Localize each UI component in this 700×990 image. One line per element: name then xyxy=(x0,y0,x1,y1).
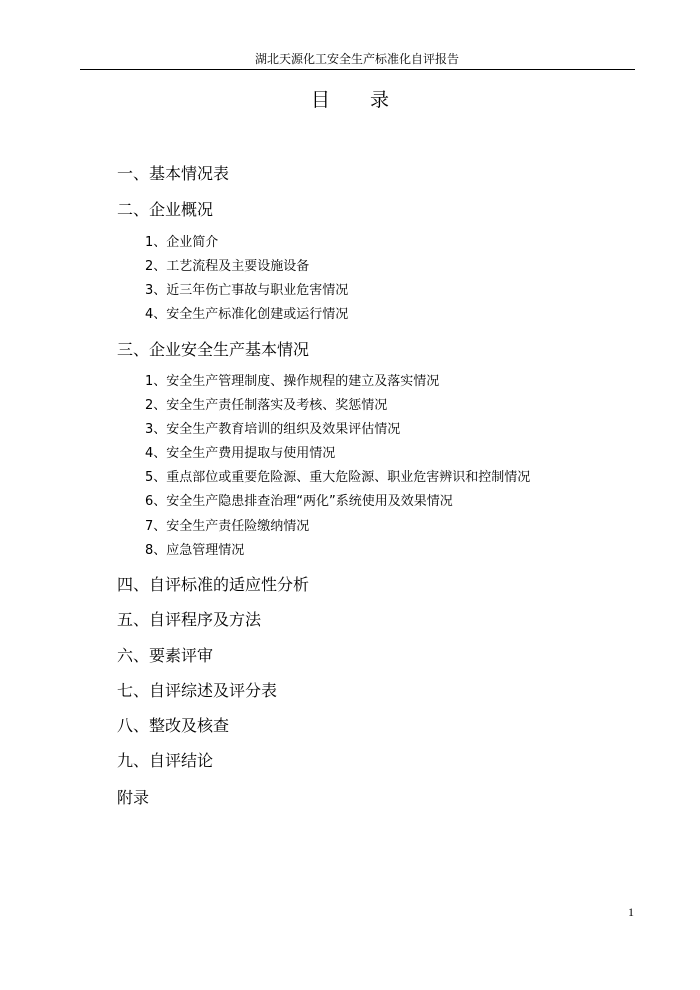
toc-subitem: 2、安全生产责任制落实及考核、奖惩情况 xyxy=(145,398,388,413)
header-rule xyxy=(80,69,635,70)
toc-section-9: 九、自评结论 xyxy=(117,751,214,770)
toc-section-7: 七、自评综述及评分表 xyxy=(117,681,278,700)
toc-subitem: 4、安全生产费用提取与使用情况 xyxy=(145,446,336,461)
toc-section-6: 六、要素评审 xyxy=(117,646,214,665)
toc-section-4: 四、自评标准的适应性分析 xyxy=(117,575,310,594)
toc-appendix: 附录 xyxy=(117,788,150,807)
toc-section-3: 三、企业安全生产基本情况 xyxy=(117,340,310,359)
toc-subitem: 2、工艺流程及主要设施设备 xyxy=(145,259,310,274)
toc-title: 目录 xyxy=(310,89,429,111)
toc-subitem: 5、重点部位或重要危险源、重大危险源、职业危害辨识和控制情况 xyxy=(145,470,531,485)
toc-subitem: 6、安全生产隐患排查治理“两化”系统使用及效果情况 xyxy=(145,494,453,509)
page-number: 1 xyxy=(628,905,634,919)
toc-subitem: 7、安全生产责任险缴纳情况 xyxy=(145,519,310,534)
toc-section-5: 五、自评程序及方法 xyxy=(117,610,262,629)
toc-subitem: 8、应急管理情况 xyxy=(145,543,245,558)
toc-section-2: 二、企业概况 xyxy=(117,200,214,219)
toc-subitem: 1、企业简介 xyxy=(145,235,219,250)
running-header: 湖北天源化工安全生产标准化自评报告 xyxy=(254,52,459,66)
toc-section-8: 八、整改及核查 xyxy=(117,716,230,735)
toc-subitem: 4、安全生产标准化创建或运行情况 xyxy=(145,307,349,322)
toc-subitem: 3、近三年伤亡事故与职业危害情况 xyxy=(145,283,349,298)
toc-section-1: 一、基本情况表 xyxy=(117,164,230,183)
toc-subitem: 1、安全生产管理制度、操作规程的建立及落实情况 xyxy=(145,374,440,389)
toc-subitem: 3、安全生产教育培训的组织及效果评估情况 xyxy=(145,422,401,437)
